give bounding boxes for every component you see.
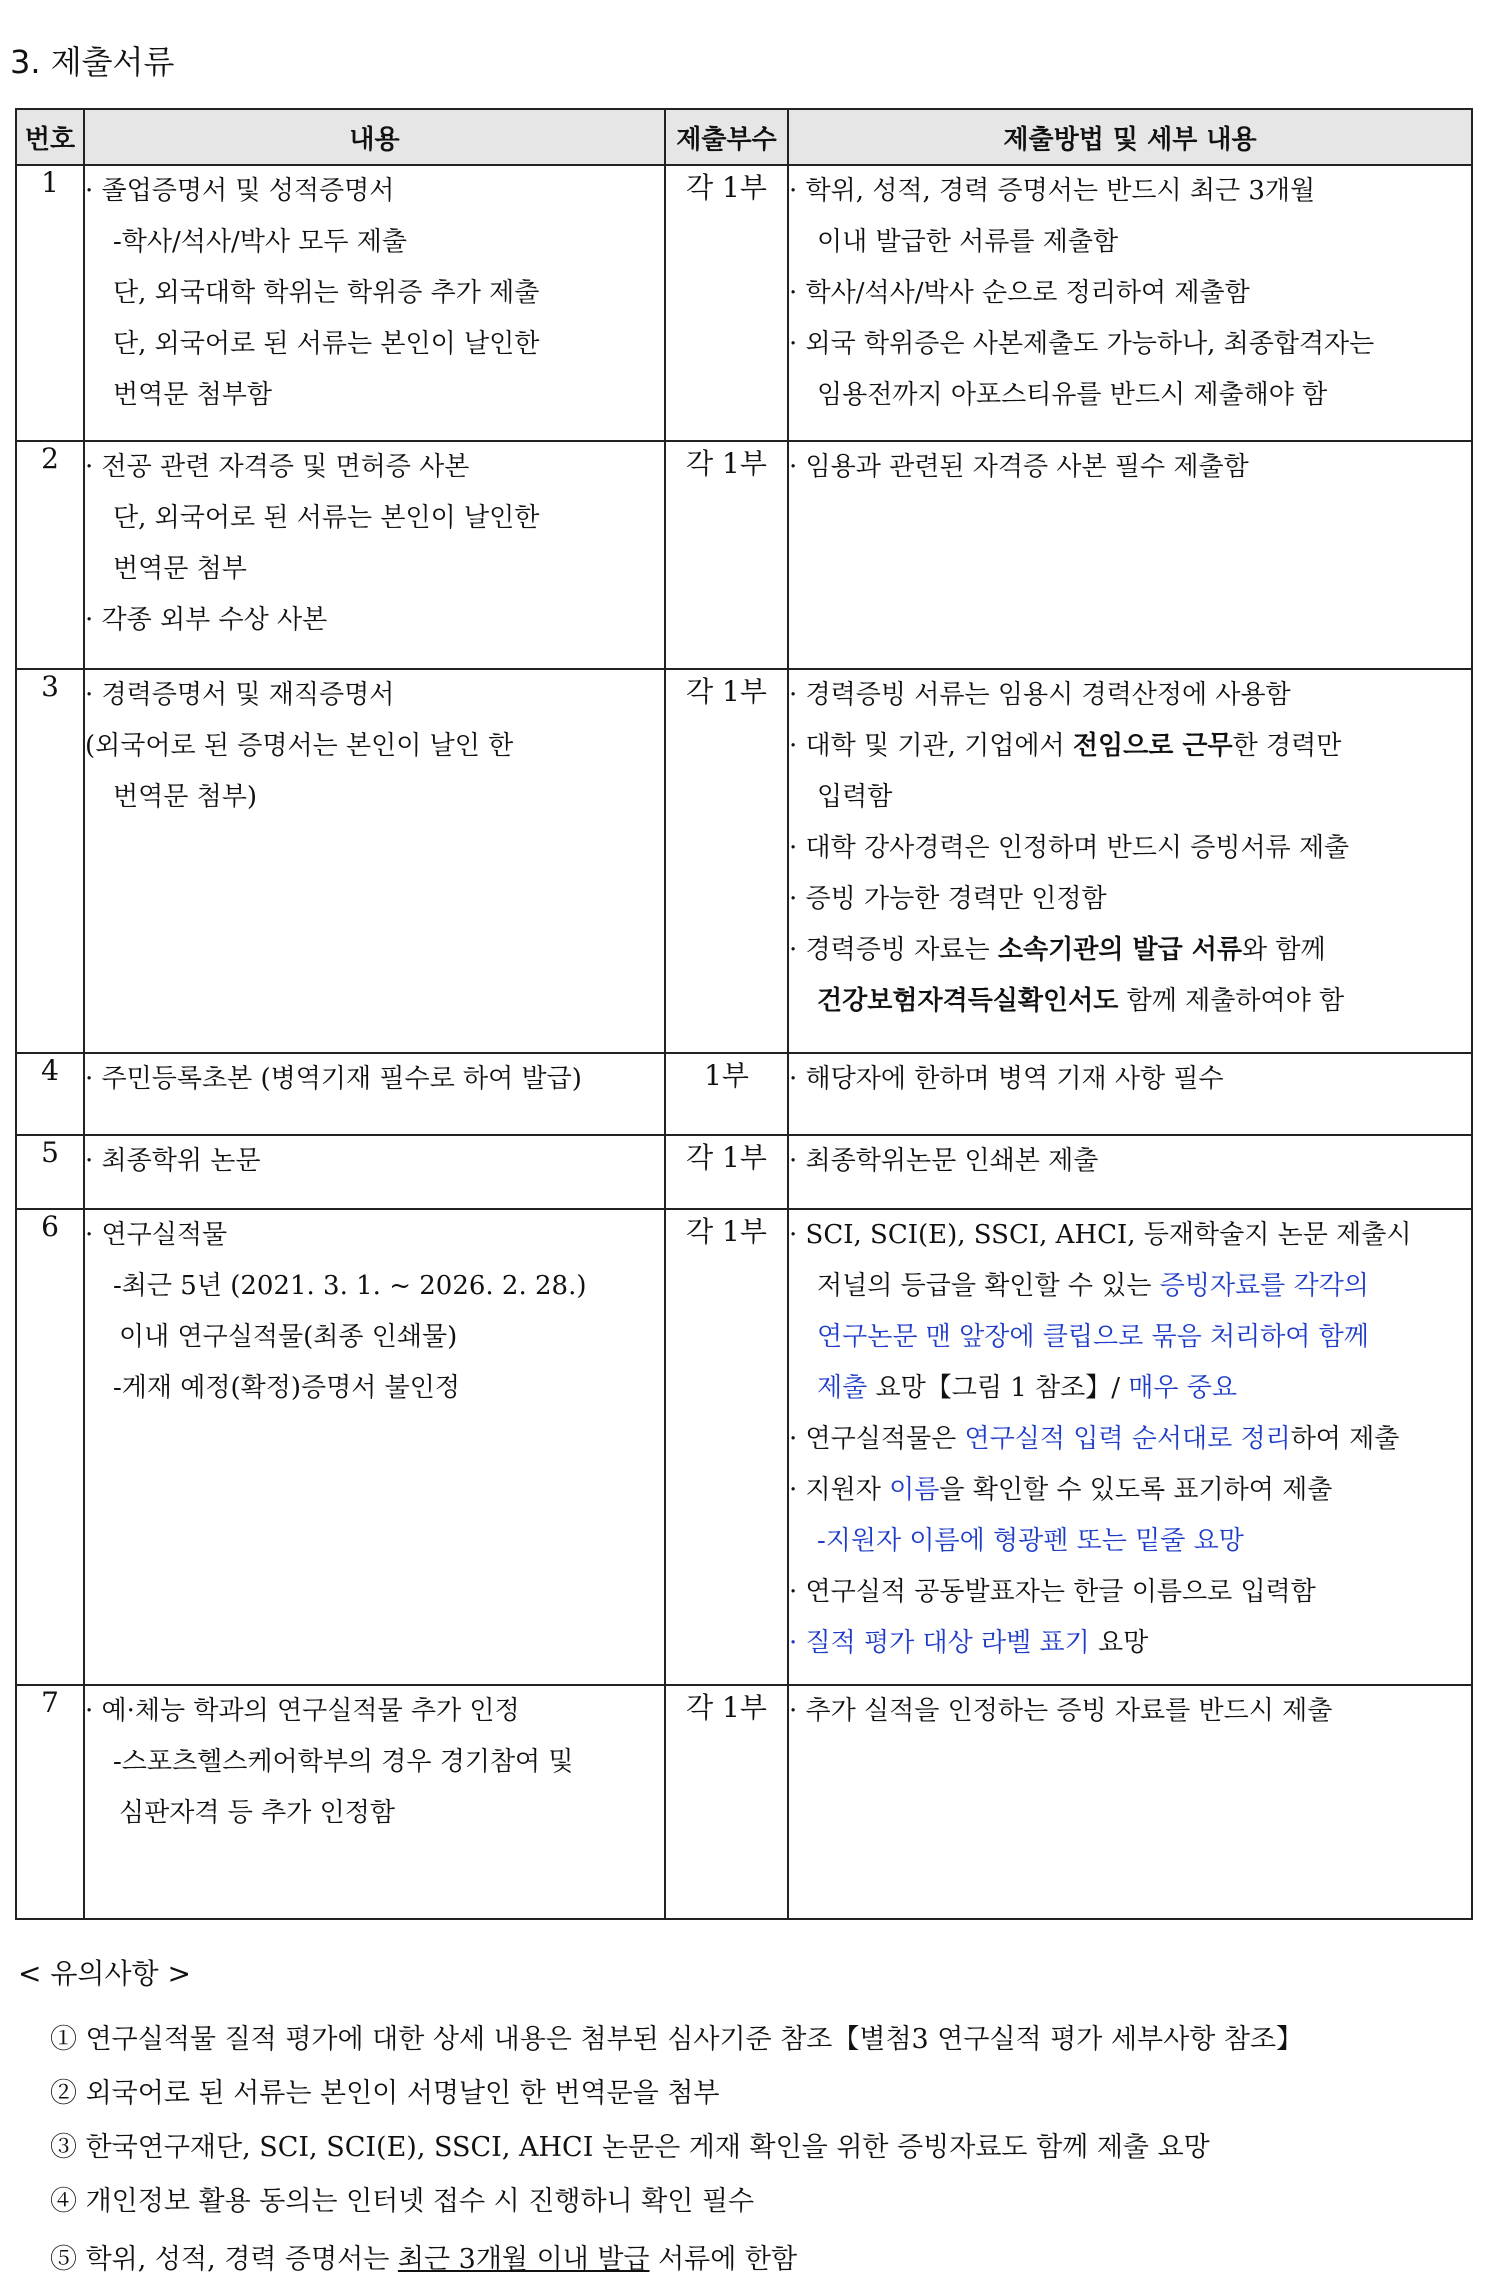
method-line [789,1618,1471,1669]
method-line [789,721,1471,772]
row-content [84,1053,665,1135]
row-content [84,669,665,1053]
content-line: 단, 외국어로 된 서류는 본인이 날인한 [113,329,540,359]
row-method [788,441,1472,669]
row-method [788,1685,1472,1919]
row-count: 1부 [665,1053,788,1135]
method-text: · 지원자 [789,1475,890,1505]
header-method: 제출방법 및 세부 내용 [788,109,1472,165]
method-line: 이내 발급한 서류를 제출함 [817,227,1119,257]
content-line: · 경력증명서 및 재직증명서 [85,680,395,710]
method-emphasis: 전임으로 근무 [1072,731,1233,761]
content-line: · 각종 외부 수상 사본 [85,605,328,635]
table-row [16,1209,1472,1685]
method-emphasis: 소속기관의 발급 서류 [997,935,1243,965]
method-line: · SCI, SCI(E), SSCI, AHCI, 등재학술지 논문 제출시 [789,1220,1412,1250]
table-row [16,1135,1472,1209]
table-row [16,441,1472,669]
method-text: 을 확인할 수 있도록 표기하여 제출 [939,1475,1333,1505]
method-line [789,1261,1471,1312]
method-highlight: 매우 중요 [1128,1373,1238,1403]
method-line [789,1414,1471,1465]
method-text: 하여 제출 [1290,1424,1400,1454]
method-line: -지원자 이름에 형광펜 또는 밑줄 요망 [817,1526,1244,1556]
method-line: · 해당자에 한하며 병역 기재 사항 필수 [789,1064,1224,1094]
method-text: 요망 [1089,1628,1149,1658]
content-line: · 주민등록초본 (병역기재 필수로 하여 발급) [85,1064,582,1094]
note-text: 서류에 한함 [649,2244,798,2275]
note-text: ⑤ 학위, 성적, 경력 증명서는 [50,2244,398,2275]
header-number: 번호 [16,109,84,165]
method-line: · 외국 학위증은 사본제출도 가능하나, 최종합격자는 [789,329,1375,359]
row-number: 7 [16,1685,84,1919]
method-text: 함께 제출하여야 함 [1118,986,1345,1016]
table-header-row [16,109,1472,165]
row-number: 2 [16,441,84,669]
row-method [788,1209,1472,1685]
row-count: 각 1부 [665,1135,788,1209]
method-line: · 증빙 가능한 경력만 인정함 [789,884,1107,914]
table-row [16,165,1472,441]
method-line: 임용전까지 아포스티유를 반드시 제출해야 함 [817,380,1328,410]
note-item: ③ 한국연구재단, SCI, SCI(E), SSCI, AHCI 논문은 게재 확인을 위한 증빙자료도 함께 제출 요망 [50,2132,1210,2163]
row-content [84,1685,665,1919]
content-line: 단, 외국대학 학위는 학위증 추가 제출 [113,278,540,308]
content-line: 심판자격 등 추가 인정함 [119,1798,395,1828]
method-line [789,1363,1471,1414]
header-count: 제출부수 [665,109,788,165]
content-line: -스포츠헬스케어학부의 경우 경기참여 및 [113,1747,574,1777]
content-line: · 연구실적물 [85,1220,228,1250]
note-item: ④ 개인정보 활용 동의는 인터넷 접수 시 진행하니 확인 필수 [50,2186,755,2217]
method-line: 입력함 [817,782,893,812]
method-line: · 경력증빙 서류는 임용시 경력산정에 사용함 [789,680,1291,710]
documents-table [15,108,1473,1920]
method-line: 연구논문 맨 앞장에 클립으로 묶음 처리하여 함께 [817,1322,1369,1352]
method-highlight: 연구실적 입력 순서대로 정리 [964,1424,1291,1454]
method-highlight: · [789,1628,806,1658]
row-content [84,441,665,669]
table-row [16,669,1472,1053]
row-number: 1 [16,165,84,441]
method-line [789,925,1471,976]
method-text: 한 경력만 [1232,731,1342,761]
row-number: 3 [16,669,84,1053]
content-line: -학사/석사/박사 모두 제출 [113,227,407,257]
method-text: · 연구실적물은 [789,1424,965,1454]
content-line: 번역문 첨부 [113,554,247,584]
row-count: 각 1부 [665,1685,788,1919]
method-text: 와 함께 [1242,935,1326,965]
row-content [84,1209,665,1685]
row-count: 각 1부 [665,1209,788,1685]
method-highlight: 증빙자료를 각각의 [1159,1271,1369,1301]
method-line: · 추가 실적을 인정하는 증빙 자료를 반드시 제출 [789,1696,1333,1726]
header-content: 내용 [84,109,665,165]
table-row [16,1685,1472,1919]
content-line: 이내 연구실적물(최종 인쇄물) [119,1322,458,1352]
content-line: · 전공 관련 자격증 및 면허증 사본 [85,452,470,482]
content-line: 번역문 첨부) [113,782,257,812]
note-item: ① 연구실적물 질적 평가에 대한 상세 내용은 첨부된 심사기준 참조【별첨3 연구실적 평가 세부사항 참조】 [50,2024,1304,2055]
method-text: 저널의 등급을 확인할 수 있는 [817,1271,1160,1301]
row-count: 각 1부 [665,441,788,669]
method-line [789,1465,1471,1516]
content-line: 단, 외국어로 된 서류는 본인이 날인한 [113,503,540,533]
method-line: · 최종학위논문 인쇄본 제출 [789,1146,1099,1176]
row-number: 5 [16,1135,84,1209]
method-emphasis: 건강보험자격득실확인서도 [817,986,1119,1016]
row-method [788,1135,1472,1209]
method-line: · 학위, 성적, 경력 증명서는 반드시 최근 3개월 [789,176,1316,206]
content-line: (외국어로 된 증명서는 본인이 날인 한 [85,731,514,761]
content-line: · 졸업증명서 및 성적증명서 [85,176,395,206]
method-highlight: 이름 [889,1475,940,1505]
content-line: -게재 예정(확정)증명서 불인정 [113,1373,460,1403]
method-line: · 학사/석사/박사 순으로 정리하여 제출함 [789,278,1250,308]
method-highlight: 제출 [817,1373,868,1403]
section-title: 3. 제출서류 [10,43,175,81]
method-line [789,976,1471,1027]
method-text: · 대학 및 기관, 기업에서 [789,731,1073,761]
note-item [50,2240,797,2280]
note-item: ② 외국어로 된 서류는 본인이 서명날인 한 번역문을 첨부 [50,2078,720,2109]
row-count: 각 1부 [665,669,788,1053]
row-content [84,165,665,441]
table-row [16,1053,1472,1135]
row-content [84,1135,665,1209]
note-underlined-text: 최근 3개월 이내 발급 [397,2244,650,2275]
method-line: · 임용과 관련된 자격증 사본 필수 제출함 [789,452,1249,482]
method-line: · 대학 강사경력은 인정하며 반드시 증빙서류 제출 [789,833,1350,863]
row-method [788,1053,1472,1135]
method-text: · 경력증빙 자료는 [789,935,998,965]
row-number: 6 [16,1209,84,1685]
method-highlight: 질적 평가 대상 라벨 표기 [805,1628,1090,1658]
row-count: 각 1부 [665,165,788,441]
row-number: 4 [16,1053,84,1135]
content-line: · 예·체능 학과의 연구실적물 추가 인정 [85,1696,520,1726]
row-method [788,669,1472,1053]
content-line: -최근 5년 (2021. 3. 1. ~ 2026. 2. 28.) [113,1271,587,1301]
method-line: · 연구실적 공동발표자는 한글 이름으로 입력함 [789,1577,1316,1607]
content-line: 번역문 첨부함 [113,380,272,410]
content-line: · 최종학위 논문 [85,1146,261,1176]
row-method [788,165,1472,441]
method-text: 요망【그림 1 참조】/ [867,1373,1129,1403]
notes-title: < 유의사항 > [18,1957,191,1990]
